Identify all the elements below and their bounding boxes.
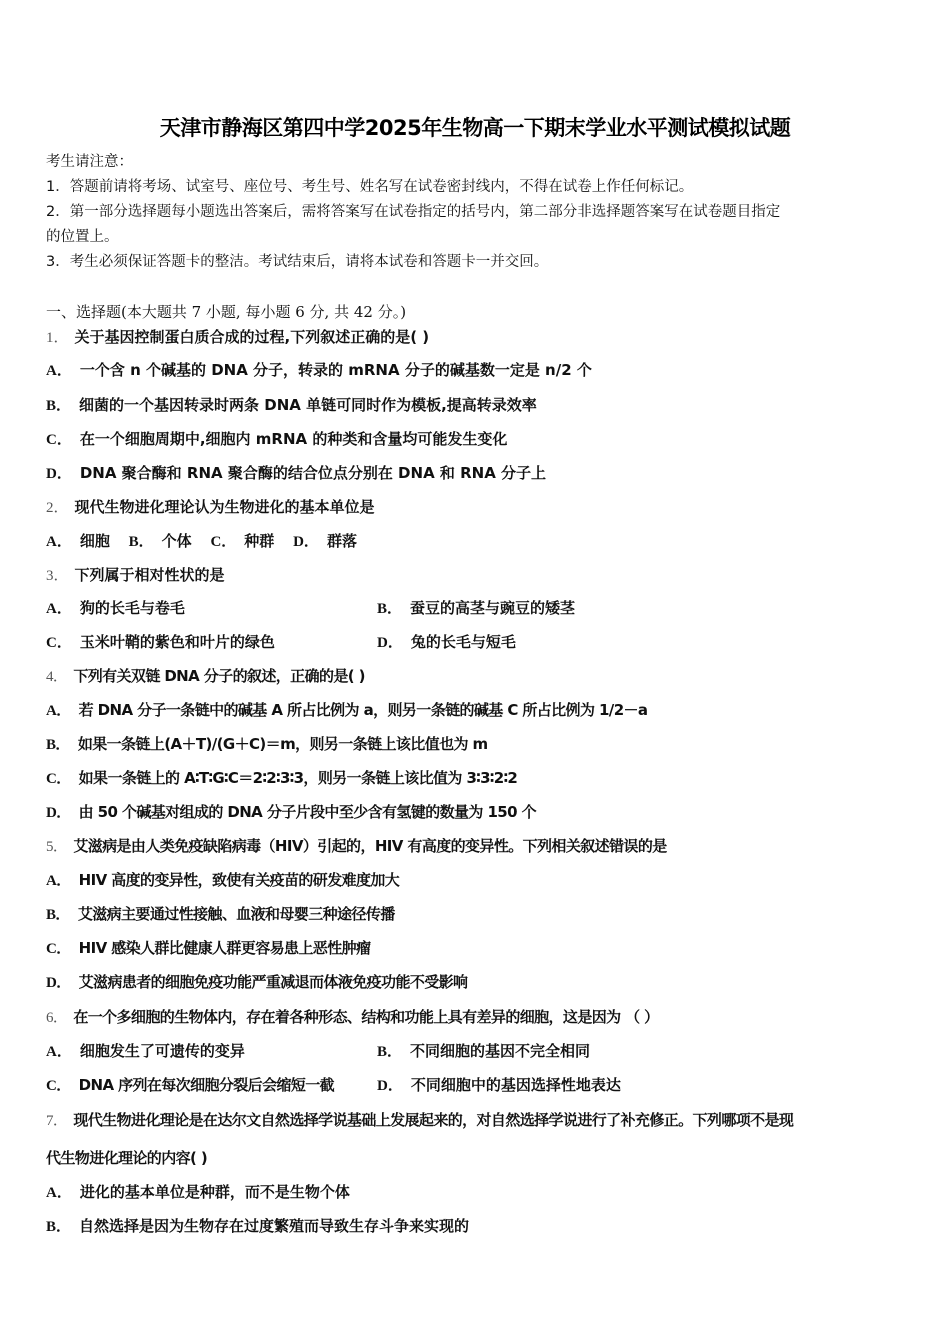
question-7 bbox=[46, 1110, 793, 1131]
q2-options bbox=[46, 531, 371, 552]
question-text: 下列属于相对性状的是 bbox=[74, 566, 225, 584]
notice-item-2-cont: 的位置上。 bbox=[46, 229, 119, 245]
q2-option-c: C． 种群 bbox=[210, 532, 275, 550]
question-text-cont: 代生物进化理论的内容( ) bbox=[46, 1149, 208, 1167]
question-number: 3． bbox=[46, 568, 69, 584]
q1-option-b: B． 细菌的一个基因转录时两条 DNA 单链可同时作为模板,提高转录效率 bbox=[46, 396, 537, 414]
document-title: 天津市静海区第四中学2025年生物高一下期末学业水平测试模拟试题 bbox=[159, 116, 791, 140]
q5-option-b: B． 艾滋病主要通过性接触、血液和母婴三种途径传播 bbox=[46, 905, 395, 923]
question-4 bbox=[46, 666, 365, 687]
notice-item-3: 3．考生必须保证答题卡的整洁。考试结束后，请将本试卷和答题卡一并交回。 bbox=[46, 254, 549, 270]
question-number: 4． bbox=[46, 669, 68, 685]
q2-option-b: B． 个体 bbox=[128, 532, 192, 550]
question-6 bbox=[46, 1007, 659, 1028]
q7-option-a: A． 进化的基本单位是种群，而不是生物个体 bbox=[46, 1183, 350, 1201]
notice-item-1: 1．答题前请将考场、试室号、座位号、考生号、姓名写在试卷密封线内，不得在试卷上作任何标记。 bbox=[46, 179, 694, 195]
q6-option-c: C． DNA 序列在每次细胞分裂后会缩短一截 bbox=[46, 1076, 335, 1094]
question-number: 2． bbox=[46, 500, 69, 516]
question-text: 现代生物进化理论认为生物进化的基本单位是 bbox=[74, 498, 375, 516]
question-number: 7． bbox=[46, 1113, 68, 1129]
question-number: 1． bbox=[46, 330, 69, 346]
q6-option-a: A． 细胞发生了可遗传的变异 bbox=[46, 1042, 245, 1060]
q1-option-c: C． 在一个细胞周期中,细胞内 mRNA 的种类和含量均可能发生变化 bbox=[46, 430, 508, 448]
question-1 bbox=[46, 327, 429, 348]
q4-option-d: D． 由 50 个碱基对组成的 DNA 分子片段中至少含有氢键的数量为 150 个 bbox=[46, 803, 536, 821]
question-number: 5． bbox=[46, 839, 68, 855]
q3-option-d: D． 兔的长毛与短毛 bbox=[377, 633, 516, 651]
q4-option-c: C． 如果一条链上的 A∶T∶G∶C＝2∶2∶3∶3，则另一条链上该比值为 3∶3∶2∶2 bbox=[46, 769, 518, 787]
question-number: 6． bbox=[46, 1010, 68, 1026]
q1-option-a: A． 一个含 n 个碱基的 DNA 分子，转录的 mRNA 分子的碱基数一定是 n/2 个 bbox=[46, 361, 592, 379]
q4-option-a: A． 若 DNA 分子一条链中的碱基 A 所占比例为 a，则另一条链的碱基 C 所占比例为 1/2－a bbox=[46, 701, 648, 719]
q6-option-b: B． 不同细胞的基因不完全相同 bbox=[377, 1042, 591, 1060]
q5-option-d: D． 艾滋病患者的细胞免疫功能严重减退而体液免疫功能不受影响 bbox=[46, 973, 468, 991]
notice-item-2: 2．第一部分选择题每小题选出答案后，需将答案写在试卷指定的括号内，第二部分非选择题答案写在试卷题目指定 bbox=[46, 204, 781, 220]
question-text: 关于基因控制蛋白质合成的过程,下列叙述正确的是( ) bbox=[74, 328, 430, 346]
question-text: 在一个多细胞的生物体内，存在着各种形态、结构和功能上具有差异的细胞，这是因为 （ ） bbox=[73, 1008, 659, 1026]
question-5 bbox=[46, 836, 667, 857]
q7-option-b: B． 自然选择是因为生物存在过度繁殖而导致生存斗争来实现的 bbox=[46, 1217, 470, 1235]
q2-option-d: D． 群落 bbox=[293, 532, 357, 550]
q1-option-d: D． DNA 聚合酶和 RNA 聚合酶的结合位点分别在 DNA 和 RNA 分子上 bbox=[46, 464, 547, 482]
question-2 bbox=[46, 497, 375, 518]
q5-option-c: C． HIV 感染人群比健康人群更容易患上恶性肿瘤 bbox=[46, 939, 371, 957]
q5-option-a: A． HIV 高度的变异性，致使有关疫苗的研发难度加大 bbox=[46, 871, 400, 889]
question-text: 现代生物进化理论是在达尔文自然选择学说基础上发展起来的，对自然选择学说进行了补充修正。下列哪项不是现 bbox=[73, 1111, 794, 1129]
question-7-cont bbox=[46, 1148, 207, 1168]
notice-heading: 考生请注意： bbox=[46, 154, 133, 170]
q3-option-a: A． 狗的长毛与卷毛 bbox=[46, 599, 185, 617]
question-text: 下列有关双链 DNA 分子的叙述，正确的是( ) bbox=[73, 667, 365, 685]
question-3 bbox=[46, 565, 225, 586]
section-heading: 一、选择题(本大题共 7 小题, 每小题 6 分, 共 42 分。) bbox=[46, 303, 407, 321]
q4-option-b: B． 如果一条链上(A＋T)/(G＋C)＝m，则另一条链上该比值也为 m bbox=[46, 735, 488, 753]
q6-option-d: D． 不同细胞中的基因选择性地表达 bbox=[377, 1076, 621, 1094]
q3-option-b: B． 蚕豆的高茎与豌豆的矮茎 bbox=[377, 599, 576, 617]
q2-option-a: A． 细胞 bbox=[46, 532, 110, 550]
q3-option-c: C． 玉米叶鞘的紫色和叶片的绿色 bbox=[46, 633, 275, 651]
question-text: 艾滋病是由人类免疫缺陷病毒（HIV）引起的，HIV 有高度的变异性。下列相关叙述错误的是 bbox=[73, 837, 667, 855]
